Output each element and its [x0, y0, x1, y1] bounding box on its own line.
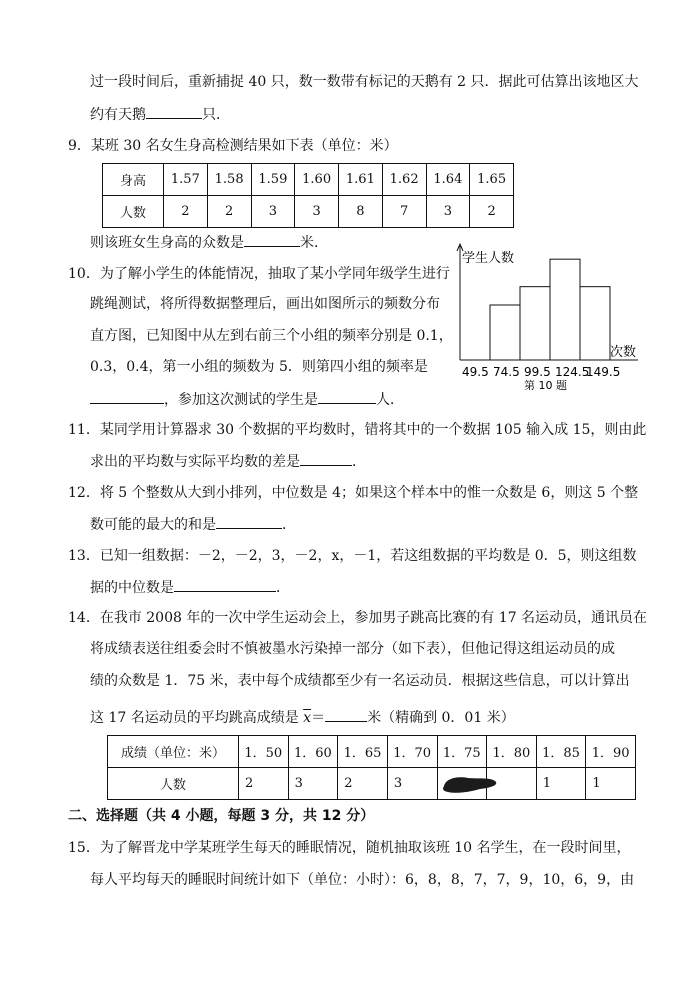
table-cell: 1.62 — [382, 164, 426, 196]
q10-line4: 0.3，0.4，第一小组的频数为 5．则第四小组的频率是 — [90, 359, 428, 375]
table-cell: 1．60 — [288, 736, 338, 768]
table-cell: 2 — [338, 768, 388, 800]
table-cell: 3 — [426, 196, 470, 228]
q13-line2 — [90, 577, 290, 598]
chart-caption: 第 10 题 — [524, 379, 567, 390]
q15-line1: 15．为了解晋龙中学某班学生每天的睡眠情况，随机抽取该班 10 名学生，在一段时间里， — [68, 840, 631, 856]
table-cell: 1.64 — [426, 164, 470, 196]
x-tick-label: 49.5 — [462, 365, 489, 379]
q12-line1: 12．将 5 个整数从大到小排列，中位数是 4；如果这个样本中的惟一众数是 6，则这 5 个整 — [68, 485, 639, 501]
table-cell: 3 — [295, 196, 339, 228]
table-cell: 1.59 — [251, 164, 295, 196]
q11-text-a: 求出的平均数与实际平均数的差是 — [90, 454, 300, 470]
table-cell: 8 — [339, 196, 383, 228]
q9-answer-unit: 米． — [300, 235, 328, 251]
q13-text-a: 据的中位数是 — [90, 580, 174, 596]
q12-text-a: 数可能的最大的和是 — [90, 517, 216, 533]
table-cell: 1．85 — [536, 736, 586, 768]
q9-answer-text: 则该班女生身高的众数是 — [90, 235, 244, 251]
frequency-histogram — [448, 240, 648, 390]
table-cell: 2 — [239, 768, 289, 800]
height-table — [102, 163, 514, 228]
ink-stain-cell — [437, 768, 487, 800]
q14-line2: 将成绩表送往组委会时不慎被墨水污染掉一部分（如下表），但他记得这组运动员的成 — [90, 641, 615, 657]
table-cell: 3 — [288, 768, 338, 800]
table-row — [103, 164, 514, 196]
table-header-cell: 身高 — [103, 164, 164, 196]
q12-text-b: ． — [282, 517, 296, 533]
q8-line2 — [90, 104, 230, 125]
q10-line1: 10．为了解小学生的体能情况，抽取了某小学同年级学生进行 — [68, 266, 450, 282]
answer-blank[interactable] — [325, 707, 367, 722]
q9-answer-line — [90, 232, 328, 253]
table-cell: 1．65 — [338, 736, 388, 768]
x-tick-label: 124.5 — [555, 365, 590, 379]
table-cell: 2 — [164, 196, 208, 228]
q12-line2 — [90, 514, 296, 535]
table-cell: 2 — [207, 196, 251, 228]
table-cell: 3 — [387, 768, 437, 800]
answer-blank[interactable] — [244, 232, 300, 247]
histogram-bar — [490, 305, 520, 360]
x-tick-label: 99.5 — [524, 365, 551, 379]
q8-text-b: 只． — [202, 107, 230, 123]
q8-line1: 过一段时间后，重新捕捉 40 只，数一数带有标记的天鹅有 2 只．据此可估算出该地区大 — [90, 74, 639, 90]
q15-line2: 每人平均每天的睡眠时间统计如下（单位：小时）：6，8，8，7，7，9，10，6，9，由 — [90, 872, 635, 888]
q14-line3: 绩的众数是 1．75 米，表中每个成绩都至少有一名运动员．根据这些信息，可以计算出 — [90, 673, 630, 689]
answer-blank[interactable] — [174, 577, 276, 592]
answer-blank[interactable] — [146, 104, 202, 119]
table-cell: 1.61 — [339, 164, 383, 196]
q14-text-a: 这 17 名运动员的平均跳高成绩是 — [90, 710, 299, 726]
table-cell: 1.65 — [470, 164, 514, 196]
q11-line2 — [90, 451, 366, 472]
table-cell: 7 — [382, 196, 426, 228]
mean-symbol: $\overline{x}$ — [303, 710, 312, 726]
ink-stain-icon — [440, 772, 500, 796]
table-row — [108, 736, 636, 768]
table-cell: 1．90 — [586, 736, 636, 768]
table-row — [103, 196, 514, 228]
answer-blank[interactable] — [216, 514, 282, 529]
x-tick-label: 74.5 — [493, 365, 520, 379]
answer-blank[interactable] — [90, 389, 164, 404]
table-cell: 1．80 — [487, 736, 537, 768]
section-heading: 二、选择题（共 4 小题，每题 3 分，共 12 分） — [68, 808, 375, 824]
y-axis-label: 学生人数 — [462, 251, 515, 266]
histogram-bar — [580, 287, 610, 360]
equals-sign: ＝ — [311, 710, 326, 726]
table-header-cell: 人数 — [108, 768, 239, 800]
table-header-cell: 人数 — [103, 196, 164, 228]
x-axis-label: 次数 — [610, 345, 637, 360]
q14-line1: 14．在我市 2008 年的一次中学生运动会上，参加男子跳高比赛的有 17 名运动员，通讯员在 — [68, 610, 648, 626]
table-cell: 1．70 — [387, 736, 437, 768]
q14-text-b: 米（精确到 0．01 米） — [367, 710, 515, 726]
jump-score-table — [107, 735, 636, 800]
q11-text-b: ． — [352, 454, 366, 470]
q14-line4 — [90, 707, 515, 728]
table-cell: 1．50 — [239, 736, 289, 768]
table-cell: 3 — [251, 196, 295, 228]
histogram-bar — [520, 287, 550, 360]
q8-text-a: 约有天鹅 — [90, 107, 146, 123]
table-cell: 1.57 — [164, 164, 208, 196]
table-cell: 1 — [536, 768, 586, 800]
table-cell: 1.60 — [295, 164, 339, 196]
q10-text-b: 人． — [376, 392, 404, 408]
q9-text: 9．某班 30 名女生身高检测结果如下表（单位：米） — [68, 138, 398, 154]
table-cell: 1 — [586, 768, 636, 800]
q10-line5 — [90, 389, 404, 410]
x-tick-label: 149.5 — [586, 365, 621, 379]
q10-line2: 跳绳测试，将所得数据整理后，画出如图所示的频数分布 — [90, 296, 440, 312]
histogram-bar — [550, 259, 580, 360]
q13-text-b: ． — [276, 580, 290, 596]
answer-blank[interactable] — [300, 451, 352, 466]
table-header-cell: 成绩（单位：米） — [108, 736, 239, 768]
q13-line1: 13．已知一组数据：－2，－2，3，－2，x，－1，若这组数据的平均数是 0．5，则这组数 — [68, 548, 637, 564]
table-cell: 1.58 — [207, 164, 251, 196]
q11-line1: 11．某同学用计算器求 30 个数据的平均数时，错将其中的一个数据 105 输入成 15，则由此 — [68, 422, 647, 438]
table-cell: 2 — [470, 196, 514, 228]
table-cell: 1．75 — [437, 736, 487, 768]
q10-line3: 直方图，已知图中从左到右前三个小组的频率分别是 0.1， — [90, 328, 453, 344]
table-row — [108, 768, 636, 800]
q10-text-a: ，参加这次测试的学生是 — [164, 392, 318, 408]
answer-blank[interactable] — [318, 389, 376, 404]
